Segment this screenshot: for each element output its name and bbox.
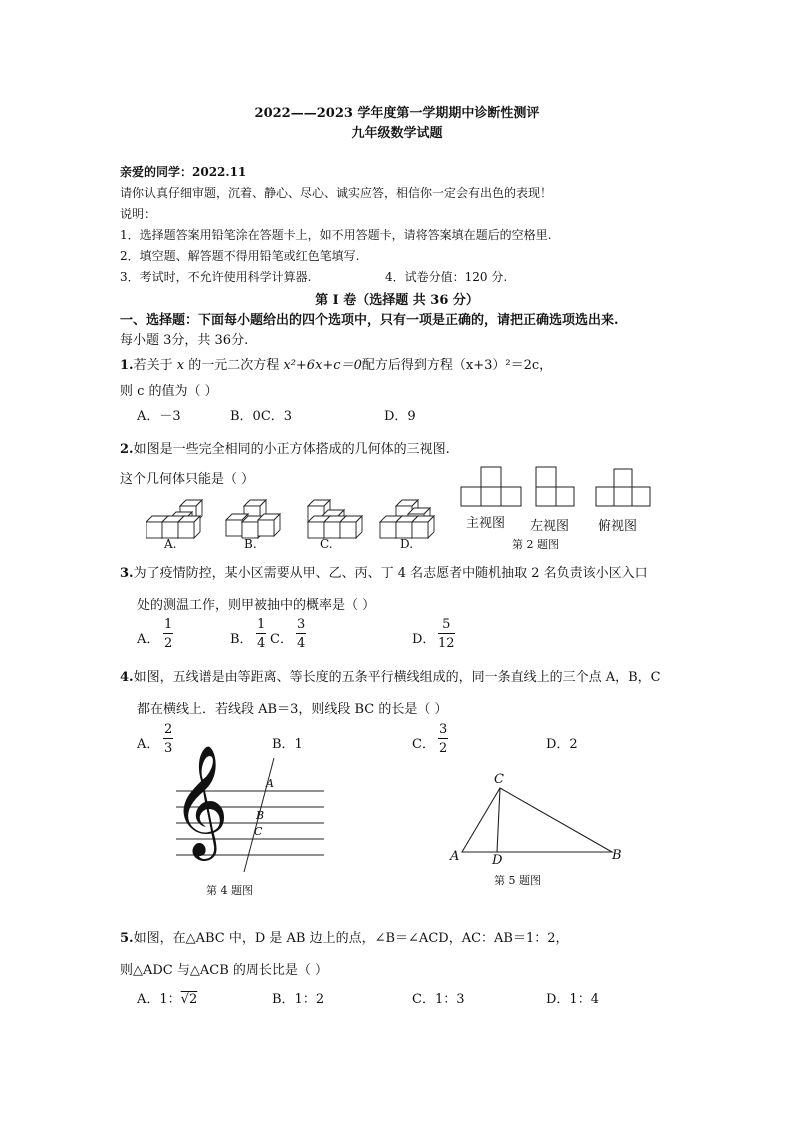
q2-solids-figure — [146, 494, 446, 540]
q2-solid-a[interactable] — [146, 500, 202, 538]
q4-option-a-label[interactable]: A． — [137, 737, 160, 752]
q4-c-num: 3 — [439, 722, 448, 737]
note-4: 4．试卷分值：120 分. — [385, 270, 508, 284]
q2-option-b[interactable]: B. — [244, 537, 257, 551]
treble-clef-icon: 𝄞 — [172, 744, 229, 856]
q1-line2: 则 c 的值为（ ） — [120, 384, 218, 399]
q3-option-a-fraction[interactable] — [163, 618, 173, 650]
q1-option-bc[interactable]: B．0C．3 — [230, 409, 293, 424]
q3-c-num: 3 — [297, 617, 306, 632]
q4-c-den: 2 — [439, 741, 448, 756]
triangle-vertex-a: A — [450, 849, 460, 864]
q5-option-a-label: A．1： — [137, 992, 181, 1007]
q5-option-a[interactable] — [137, 988, 197, 1007]
main-view-label: 主视图 — [466, 516, 506, 531]
q5-option-d[interactable]: D．1：4 — [546, 992, 599, 1007]
q5-option-a-root: √2 — [180, 992, 198, 1007]
front-view — [461, 467, 521, 506]
q2-solid-d[interactable] — [380, 500, 434, 538]
notes-label: 说明： — [120, 207, 157, 221]
note-2: 2．填空题、解答题不得用铅笔或红色笔填写. — [120, 249, 360, 263]
q2-option-c[interactable]: C. — [320, 537, 333, 551]
q2-caption: 第 2 题图 — [512, 538, 559, 551]
triangle-vertex-c: C — [494, 772, 504, 787]
q1-equation: x²+6x+c＝0 — [283, 358, 362, 373]
q4-point-b: B — [256, 809, 265, 822]
exam-subtitle: 九年级数学试题 — [351, 126, 443, 141]
q3-c-den: 4 — [297, 636, 306, 651]
q5-option-b[interactable]: B．1：2 — [272, 992, 325, 1007]
q3-a-num: 1 — [164, 617, 173, 632]
q2-option-a[interactable]: A. — [164, 537, 177, 551]
q1-var-x: x — [176, 358, 185, 373]
q1-number: 1. — [120, 358, 134, 373]
q2-stem — [120, 438, 450, 457]
q5-caption: 第 5 题图 — [494, 874, 541, 887]
q3-option-a-label[interactable]: A． — [137, 632, 160, 647]
q4-option-c-fraction[interactable] — [438, 723, 448, 755]
q3-stem — [120, 562, 648, 581]
q2-line2: 这个几何体只能是（ ） — [120, 472, 255, 487]
q4-stem — [120, 666, 661, 685]
q3-d-num: 5 — [438, 618, 455, 634]
q4-caption: 第 4 题图 — [206, 884, 253, 897]
q3-option-d-fraction[interactable] — [438, 618, 455, 650]
triangle-point-d: D — [492, 853, 503, 868]
q4-number: 4. — [120, 670, 134, 685]
q2-solid-b[interactable] — [226, 500, 280, 538]
section-instruction: 一、选择题：下面每小题给出的四个选项中，只有一项是正确的，请把正确选项选出来. — [120, 313, 619, 328]
exam-title: 2022——2023 学年度第一学期期中诊断性测评 — [254, 106, 540, 121]
q3-option-c-fraction[interactable] — [296, 618, 306, 650]
q4-option-b[interactable]: B．1 — [272, 737, 303, 752]
note-1: 1．选择题答案用铅笔涂在答题卡上，如不用答题卡，请将答案填在题后的空格里. — [120, 228, 552, 242]
note-3: 3．考试时，不允许使用科学计算器. — [120, 270, 312, 284]
section-title: 第 I 卷（选择题 共 36 分） — [315, 293, 479, 308]
q5-option-c[interactable]: C．1：3 — [412, 992, 465, 1007]
q4-a-num: 2 — [164, 722, 173, 737]
q5-stem-text: 如图，在△ABC 中，D 是 AB 边上的点，∠B＝∠ACD，AC：AB＝1：2， — [133, 931, 569, 946]
greeting: 亲爱的同学：2022.11 — [120, 165, 247, 179]
q3-option-c-label[interactable]: C． — [270, 632, 293, 647]
q3-option-b-label[interactable]: B． — [230, 632, 253, 647]
q4-point-a: A — [266, 777, 274, 790]
q3-option-b-fraction[interactable] — [256, 618, 266, 650]
q3-b-num: 1 — [257, 617, 266, 632]
q1-stem — [120, 354, 552, 373]
q1-stem-b: 的一元二次方程 — [188, 358, 280, 373]
q4-a-den: 3 — [164, 741, 173, 756]
q3-a-den: 2 — [164, 636, 173, 651]
q5-stem — [120, 927, 569, 946]
q5-triangle-figure — [455, 782, 620, 858]
q1-stem-a: 若关于 — [133, 358, 173, 373]
section-scoring: 每小题 3分，共 36分. — [120, 333, 249, 348]
q3-option-d-label[interactable]: D． — [412, 632, 436, 647]
q3-d-den: 12 — [438, 636, 455, 651]
q2-number: 2. — [120, 442, 134, 457]
q4-stem-text: 如图，五线谱是由等距离、等长度的五条平行横线组成的，同一条直线上的三个点 A，B，C — [133, 670, 661, 685]
q3-b-den: 4 — [257, 636, 266, 651]
q2-three-views — [460, 464, 660, 510]
q1-stem-c: 配方后得到方程（x+3）²＝2c， — [361, 358, 553, 373]
triangle-vertex-b: B — [612, 848, 622, 863]
q1-option-a[interactable]: A．－3 — [137, 409, 181, 424]
q4-line2: 都在横线上．若线段 AB＝3，则线段 BC 的长是（ ） — [137, 702, 448, 717]
q1-option-d[interactable]: D．9 — [384, 409, 416, 424]
q2-solid-c[interactable] — [308, 500, 362, 538]
top-view-label: 俯视图 — [598, 519, 638, 534]
side-view — [536, 467, 574, 506]
q3-number: 3. — [120, 566, 134, 581]
q2-stem-text: 如图是一些完全相同的小正方体搭成的几何体的三视图. — [133, 442, 450, 457]
q5-number: 5. — [120, 931, 134, 946]
q4-point-c: C — [254, 825, 263, 838]
q2-option-d[interactable]: D. — [400, 537, 414, 551]
q3-line2: 处的测温工作，则甲被抽中的概率是（ ） — [137, 598, 376, 613]
q5-line2: 则△ADC 与△ACB 的周长比是（ ） — [120, 963, 329, 978]
q3-stem-text: 为了疫情防控，某小区需要从甲、乙、丙、丁 4 名志愿者中随机抽取 2 名负责该小区入口 — [133, 566, 648, 581]
q4-option-c-label[interactable]: C． — [412, 737, 435, 752]
q4-option-d[interactable]: D．2 — [546, 737, 578, 752]
top-view — [596, 469, 650, 506]
encouragement: 请你认真仔细审题，沉着、静心、尽心、诚实应答，相信你一定会有出色的表现！ — [120, 186, 553, 200]
left-view-label: 左视图 — [530, 519, 570, 534]
